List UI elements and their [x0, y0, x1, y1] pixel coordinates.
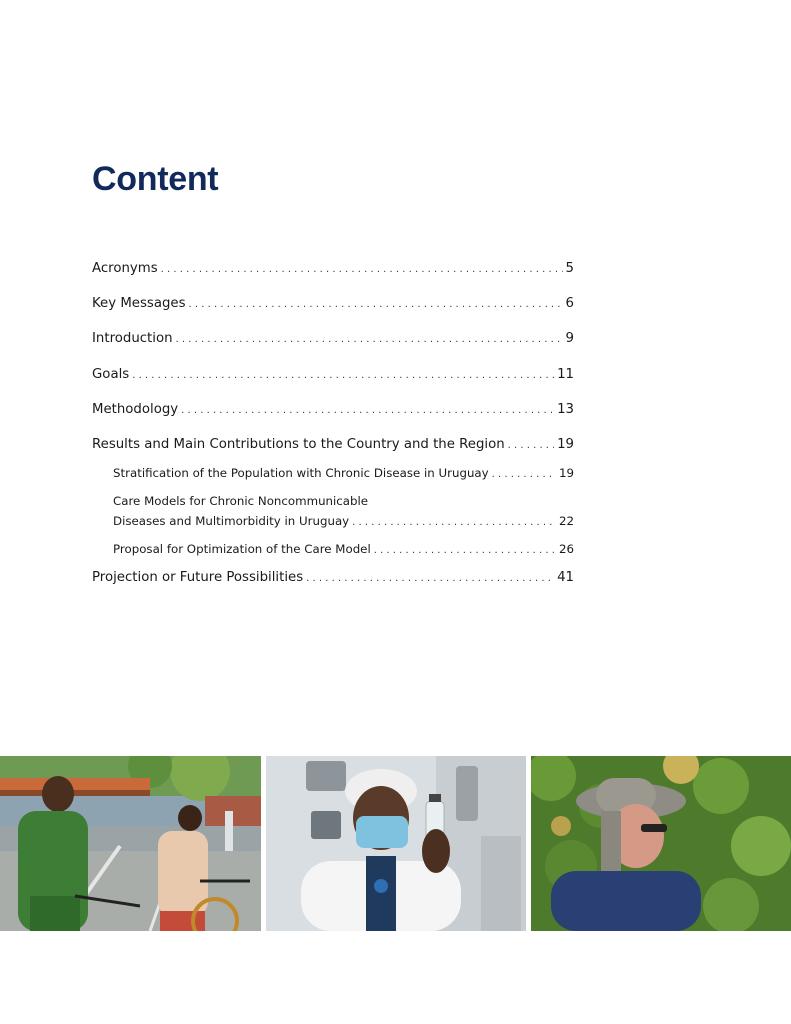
toc-entry-label: Key Messages — [92, 296, 186, 311]
toc-page-number: 6 — [565, 296, 574, 311]
toc-page-number: 22 — [558, 514, 574, 528]
toc-page-number: 5 — [565, 261, 574, 276]
toc-page-number: 9 — [565, 331, 574, 346]
toc-subentry-stratification[interactable] — [113, 466, 574, 480]
page-title: Content — [92, 160, 219, 198]
toc-leader — [181, 402, 554, 417]
toc-leader — [189, 296, 563, 311]
toc-entry-label: Diseases and Multimorbidity in Uruguay — [113, 514, 350, 528]
toc-entry-label: Introduction — [92, 331, 173, 346]
toc-entry-label: Proposal for Optimization of the Care Model — [113, 542, 371, 556]
toc-entry-label: Goals — [92, 367, 130, 382]
toc-entry-methodology[interactable] — [92, 402, 574, 417]
toc-entry-acronyms[interactable] — [92, 261, 574, 276]
toc-entry-label: Results and Main Contributions to the Country and the Region — [92, 437, 505, 452]
man-in-hat-photo — [531, 756, 791, 931]
toc-entry-label: Methodology — [92, 402, 179, 417]
toc-subentry-care-models[interactable] — [113, 514, 574, 528]
toc-entry-introduction[interactable] — [92, 331, 574, 346]
toc-leader — [492, 466, 556, 480]
street-cyclists-photo — [0, 756, 261, 931]
toc-page-number: 11 — [557, 367, 574, 382]
toc-leader — [132, 367, 554, 382]
toc-page-number: 13 — [557, 402, 574, 417]
toc-entry-key-messages[interactable] — [92, 296, 574, 311]
toc-entry-results[interactable] — [92, 437, 574, 452]
lab-technician-photo — [266, 756, 526, 931]
toc-entry-goals[interactable] — [92, 367, 574, 382]
toc-subentry-proposal[interactable] — [113, 542, 574, 556]
toc-leader — [176, 331, 563, 346]
toc-entry-projection[interactable] — [92, 570, 574, 585]
toc-entry-label: Projection or Future Possibilities — [92, 570, 304, 585]
toc-leader — [352, 514, 556, 528]
toc-entry-label: Acronyms — [92, 261, 158, 276]
toc-page-number: 19 — [558, 466, 574, 480]
toc-subentry-label-line1: Care Models for Chronic Noncommunicable — [113, 494, 369, 508]
toc-leader — [508, 437, 554, 452]
toc-entry-label: Stratification of the Population with Chronic Disease in Uruguay — [113, 466, 489, 480]
toc-leader — [306, 570, 554, 585]
toc-page-number: 26 — [558, 542, 574, 556]
photo-strip — [0, 756, 791, 931]
toc-leader — [161, 261, 563, 276]
toc-page-number: 41 — [557, 570, 574, 585]
toc-page-number: 19 — [557, 437, 574, 452]
toc-leader — [374, 542, 556, 556]
